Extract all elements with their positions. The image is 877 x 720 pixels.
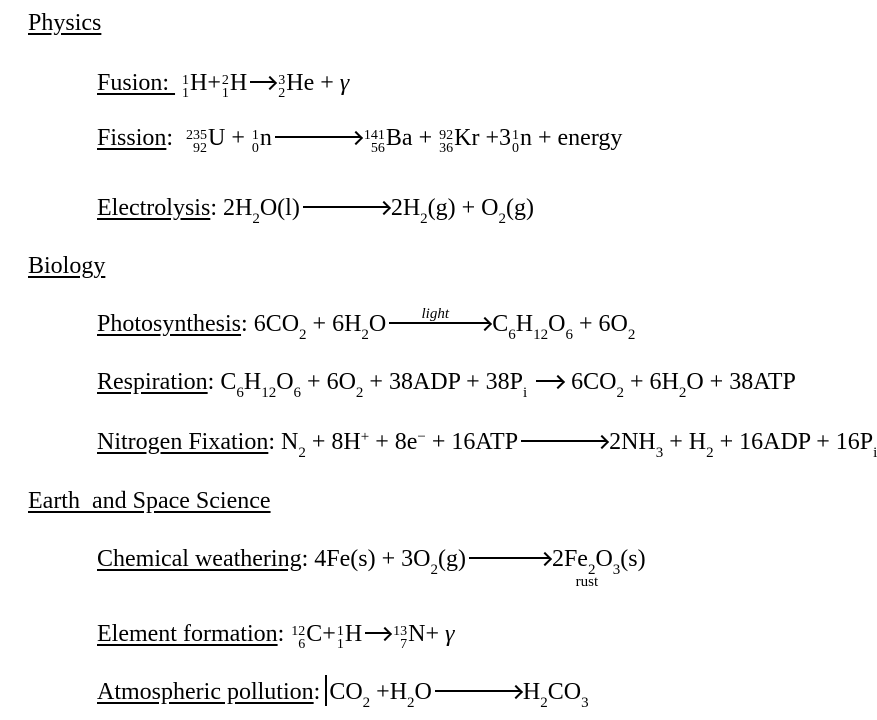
isotope-stack <box>277 74 286 100</box>
formula-text: O <box>276 369 294 395</box>
subscript: 6 <box>565 327 573 343</box>
equation-label: Photosynthesis <box>97 311 242 337</box>
equation-formula <box>185 125 623 156</box>
formula-text: N <box>281 429 299 455</box>
section-heading-earth-and-space-science <box>28 484 863 518</box>
formula-text: O <box>595 546 613 572</box>
mass-number: 92 <box>439 128 454 143</box>
equations-document <box>28 6 877 711</box>
formula-text: H <box>515 311 534 337</box>
text-cursor <box>325 675 327 706</box>
arrow-condition-label: light <box>418 307 454 322</box>
atomic-number: 0 <box>251 141 259 156</box>
subscript: 2 <box>299 327 307 343</box>
formula-text: γ <box>445 621 455 647</box>
subscript: 2 <box>587 562 596 578</box>
isotope-stack <box>392 625 408 651</box>
formula-text: O(l) <box>259 195 300 221</box>
equation-label: Atmospheric pollution <box>97 679 314 705</box>
superscript: − <box>417 429 426 445</box>
formula-text: H <box>522 679 541 705</box>
subscript: 3 <box>581 695 589 711</box>
isotope-stack <box>221 74 230 100</box>
formula-text: 2H <box>222 195 253 221</box>
mass-number: 1 <box>511 128 519 143</box>
formula-text: (g) + O <box>427 195 499 221</box>
label-separator: : <box>207 369 221 395</box>
subscript: 2 <box>252 211 260 227</box>
formula-text: 6CO <box>565 369 617 395</box>
label-separator: : <box>166 125 186 151</box>
equation-row-electrolysis <box>28 191 863 225</box>
formula-text: O + 38ATP <box>686 369 796 395</box>
subscript: 2 <box>498 211 507 227</box>
equation-row-respiration <box>28 365 863 399</box>
formula-text: 4Fe(s) + 3O <box>314 546 431 572</box>
formula-text: H+ <box>190 70 221 96</box>
isotope-stack <box>336 625 345 651</box>
label-separator: : <box>210 195 223 221</box>
formula-text: γ <box>339 70 350 96</box>
subscript: 6 <box>293 385 302 401</box>
section-heading-text: Physics <box>28 10 102 36</box>
mass-number: 12 <box>291 624 306 639</box>
formula-text: n + energy <box>519 125 623 151</box>
equation-row-atmospheric-pollution <box>28 675 863 709</box>
mass-number: 2 <box>221 73 229 88</box>
atomic-number: 1 <box>182 86 190 101</box>
mass-number: 141 <box>363 128 385 143</box>
isotope-stack <box>185 129 208 155</box>
superscript: + <box>360 429 370 445</box>
formula-text: + 38ADP + 38P <box>363 369 523 395</box>
formula-text: O <box>548 311 566 337</box>
subscript: 2 <box>420 211 428 227</box>
subscript: i <box>522 385 528 401</box>
formula-text: C <box>492 311 509 337</box>
formula-text: + 8e <box>369 429 418 455</box>
formula-text: (g) <box>437 546 466 572</box>
equation-row-element-formation <box>28 617 863 651</box>
formula-text: U + <box>208 125 251 151</box>
equation-formula <box>181 70 350 101</box>
label-separator: : <box>301 546 315 572</box>
section-heading-text: Biology <box>28 253 106 279</box>
subscript: 2 <box>627 327 636 343</box>
atomic-number: 2 <box>278 86 286 101</box>
formula-text: (g) <box>506 195 534 221</box>
mass-number: 1 <box>336 624 344 639</box>
section-heading-text: Earth and Space Science <box>28 488 271 514</box>
equation-row-chemical-weathering <box>28 542 863 590</box>
equation-row-fusion- <box>28 66 863 100</box>
formula-text: CO <box>329 679 363 705</box>
atomic-number: 1 <box>221 86 229 101</box>
mass-number: 3 <box>278 73 286 88</box>
isotope-stack <box>511 129 520 155</box>
formula-text: + 6O <box>301 369 356 395</box>
isotope-stack <box>251 129 260 155</box>
subscript: 12 <box>261 385 277 401</box>
formula-text: 2NH <box>609 429 656 455</box>
reaction-arrow-icon <box>521 440 606 442</box>
label-separator: : <box>277 621 291 647</box>
formula-text: + H <box>663 429 707 455</box>
equation-label: Chemical weathering <box>97 546 302 572</box>
equation-label: Fission <box>97 125 167 151</box>
equation-row-fission <box>28 121 863 155</box>
subscript: 2 <box>430 562 438 578</box>
subscript: 2 <box>355 385 364 401</box>
subscript: 2 <box>298 445 306 461</box>
formula-text: + 6H <box>306 311 362 337</box>
label-separator: : <box>313 679 321 705</box>
reaction-arrow-icon <box>389 306 489 324</box>
annotation-text: rust <box>575 574 599 590</box>
equation-formula <box>281 429 877 461</box>
atomic-number: 6 <box>298 637 306 652</box>
formula-text: Kr +3 <box>454 125 511 151</box>
atomic-number: 1 <box>336 637 344 652</box>
subscript: 3 <box>612 562 621 578</box>
equation-label: Nitrogen Fixation <box>97 429 269 455</box>
formula-text <box>527 369 533 395</box>
subscript: 2 <box>706 445 714 461</box>
formula-text: 2Fe <box>551 546 588 572</box>
formula-text: O <box>414 679 432 705</box>
subscript: 6 <box>236 385 244 401</box>
atomic-number: 56 <box>370 141 385 156</box>
formula-text: H <box>344 621 363 647</box>
reaction-arrow-icon <box>303 206 388 208</box>
formula-text: 2H <box>390 195 421 221</box>
mass-number: 1 <box>251 128 259 143</box>
formula-text: H <box>229 70 248 96</box>
reaction-arrow-icon <box>435 690 520 692</box>
isotope-stack <box>181 74 190 100</box>
equation-row-photosynthesis <box>28 307 863 341</box>
atomic-number: 0 <box>511 141 519 156</box>
formula-text: + 6O <box>572 311 628 337</box>
formula-text: + 16ADP + 16P <box>713 429 874 455</box>
equation-formula <box>290 621 455 652</box>
mass-number: 235 <box>186 128 208 143</box>
isotope-stack <box>290 625 306 651</box>
isotope-stack <box>438 129 454 155</box>
formula-text: + 8H <box>305 429 361 455</box>
equation-label: Element formation <box>97 621 278 647</box>
equation-label: Electrolysis <box>97 195 211 221</box>
isotope-stack <box>363 129 386 155</box>
reaction-arrow-icon <box>250 81 274 83</box>
formula-text: He + <box>286 70 340 96</box>
formula-text: n <box>259 125 272 151</box>
subscript: 2 <box>540 695 548 711</box>
subscript: 12 <box>533 327 549 343</box>
subscript: 2 <box>678 385 687 401</box>
equation-label: Fusion: <box>97 70 176 96</box>
formula-text: Ba + <box>385 125 439 151</box>
label-separator: : <box>268 429 281 455</box>
formula-text: +H <box>370 679 408 705</box>
subscript: 3 <box>655 445 664 461</box>
section-heading-biology <box>28 249 863 283</box>
equation-label: Respiration <box>97 369 208 395</box>
reaction-arrow-icon <box>275 136 360 138</box>
atomic-number: 7 <box>400 637 408 652</box>
atomic-number: 36 <box>439 141 454 156</box>
equation-formula <box>320 679 589 711</box>
reaction-arrow-icon <box>469 557 549 559</box>
section-heading-physics <box>28 6 863 40</box>
subscript: 2 <box>616 385 624 401</box>
formula-text: + 6H <box>623 369 679 395</box>
equation-formula <box>222 195 534 227</box>
mass-number: 1 <box>182 73 190 88</box>
formula-text: CO <box>547 679 582 705</box>
formula-text: O <box>368 311 387 337</box>
formula-text: C <box>220 369 237 395</box>
equation-formula <box>220 369 796 401</box>
subscript: 2 <box>362 695 371 711</box>
formula-text: + 16ATP <box>425 429 519 455</box>
reaction-arrow-icon <box>365 632 389 634</box>
subscript: 2 <box>361 327 369 343</box>
formula-text: C+ <box>306 621 336 647</box>
formula-text: (s) <box>620 546 646 572</box>
equation-formula <box>253 306 636 343</box>
equation-formula <box>314 546 646 590</box>
reaction-arrow-icon <box>536 380 562 382</box>
formula-text: N+ <box>408 621 446 647</box>
label-separator: : <box>241 311 254 337</box>
atomic-number: 92 <box>193 141 208 156</box>
formula-text: H <box>243 369 262 395</box>
equation-row-nitrogen-fixation <box>28 425 877 461</box>
subscript: i <box>873 445 877 461</box>
subscript: 2 <box>407 695 415 711</box>
subscript: 6 <box>508 327 516 343</box>
formula-text: 6CO <box>253 311 300 337</box>
mass-number: 13 <box>393 624 408 639</box>
